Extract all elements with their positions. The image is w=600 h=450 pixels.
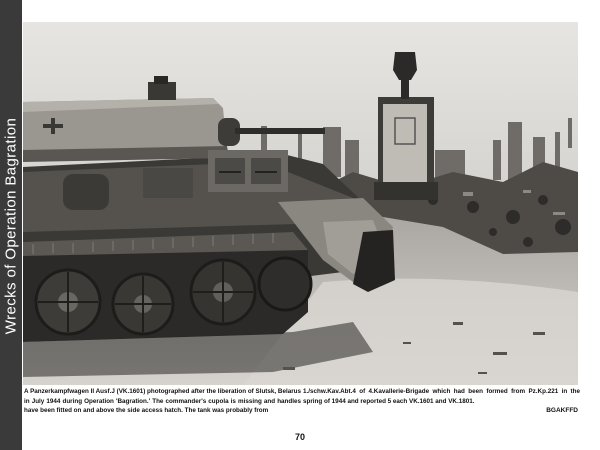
photo-caption-right: 1./schw.Kav.Abt.4 of 4.Kavallerie-Brigade which had been formed from Pz.Kp.221 in the spring of 1944 and reported 5 each VK.1601 and VK.1801. <box>303 388 580 405</box>
page-number: 70 <box>294 432 305 442</box>
photo-caption-left: A Panzerkampfwagen II Ausf.J (VK.1601) photographed after the liberation of Slutsk, Belarus in July 1944 during Operation 'Bagration.' The commander's cupola is missing and handles have been fitted on and above the side access hatch. The tank was probably from <box>24 388 302 415</box>
book-title: Wrecks of Operation Bagration <box>2 117 20 335</box>
side-title-tab <box>0 0 22 450</box>
photo-credit: BGAKFFD <box>546 407 578 414</box>
tank-wreck-photo <box>23 22 578 385</box>
photo-illustration <box>23 22 578 385</box>
